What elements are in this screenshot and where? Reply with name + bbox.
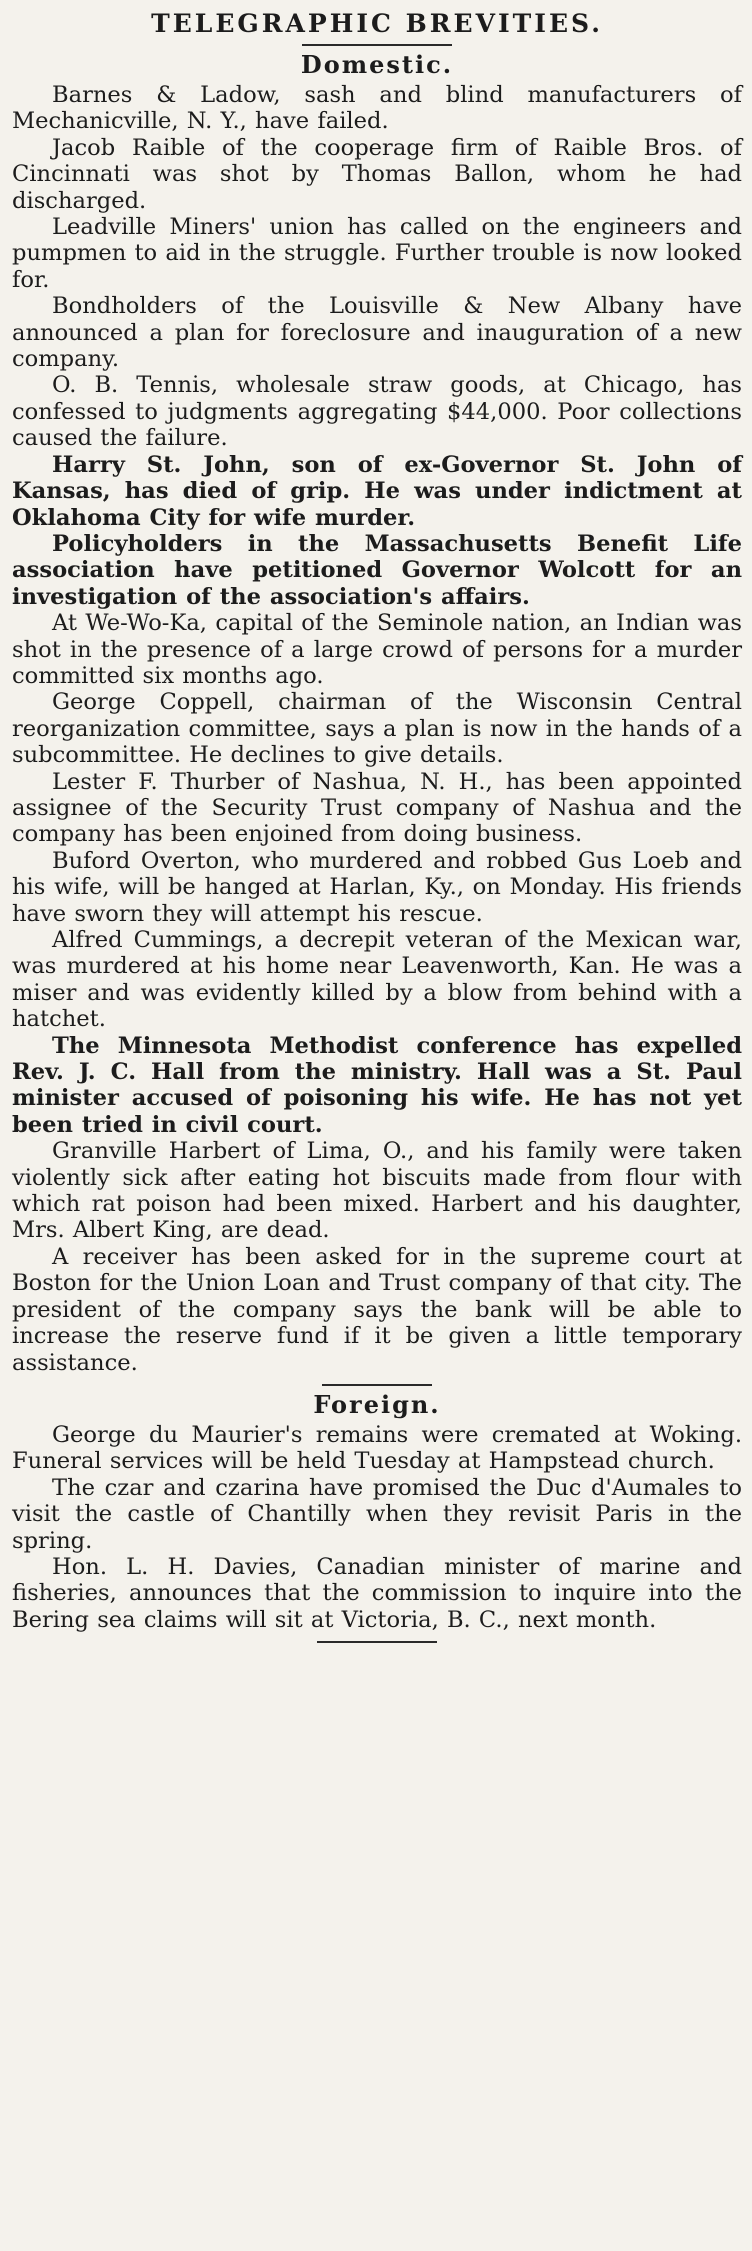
news-item: The czar and czarina have promised the Duc d'Aumales to visit the castle of Chantilly when they revisit Paris in the spring. — [12, 1474, 742, 1554]
news-item: Hon. L. H. Davies, Canadian minister of marine and fisheries, announces that the commission to inquire into the Bering sea claims will sit at Victoria, B. C., next month. — [12, 1553, 742, 1633]
news-item: The Minnesota Methodist conference has expelled Rev. J. C. Hall from the ministry. Hall was a St. Paul minister accused of poisoning his wife. He has not yet been tried in civil court. — [12, 1032, 742, 1138]
news-item: George Coppell, chairman of the Wisconsin Central reorganization committee, says a plan is now in the hands of a subcommittee. He declines to give details. — [12, 689, 742, 769]
news-item: Leadville Miners' union has called on the engineers and pumpmen to aid in the struggle. Further trouble is now looked for. — [12, 214, 742, 293]
news-item: Barnes & Ladow, sash and blind manufacturers of Mechanicville, N. Y., have failed. — [12, 82, 742, 135]
section-rule — [322, 1384, 432, 1386]
news-item: Policyholders in the Massachusetts Benefit Life association have petitioned Governor Wolcott for an investigation of the association's affairs. — [12, 530, 742, 610]
news-item: O. B. Tennis, wholesale straw goods, at Chicago, has confessed to judgments aggregating $44,000. Poor collections caused the failure. — [12, 372, 742, 452]
section-heading-foreign: Foreign. — [313, 1389, 441, 1419]
news-item: Jacob Raible of the cooperage firm of Raible Bros. of Cincinnati was shot by Thomas Ballon, whom he had discharged. — [12, 134, 742, 214]
news-item: At We-Wo-Ka, capital of the Seminole nation, an Indian was shot in the presence of a large crowd of persons for a murder committed six months ago. — [12, 610, 742, 689]
section-domestic — [12, 48, 742, 1376]
news-item: Granville Harbert of Lima, O., and his family were taken violently sick after eating hot biscuits made from flour with which rat poison had been mixed. Harbert and his daughter, Mrs. Albert King, are dead. — [12, 1138, 742, 1244]
news-item: A receiver has been asked for in the supreme court at Boston for the Union Loan and Trust company of that city. The president of the company says the bank will be able to increase the reserve fund if it be given a little temporary assistance. — [12, 1243, 742, 1376]
masthead: TELEGRAPHIC BREVITIES. — [151, 9, 603, 38]
news-item: Lester F. Thurber of Nashua, N. H., has been appointed assignee of the Security Trust company of Nashua and the company has been enjoined from doing business. — [12, 768, 742, 848]
foreign-items — [12, 1422, 742, 1633]
news-item: Buford Overton, who murdered and robbed Gus Loeb and his wife, will be hanged at Harlan, Ky., on Monday. His friends have sworn they will attempt his rescue. — [12, 847, 742, 927]
news-item: Bondholders of the Louisville & New Albany have announced a plan for foreclosure and inauguration of a new company. — [12, 293, 742, 373]
news-item: George du Maurier's remains were cremated at Woking. Funeral services will be held Tuesday at Hampstead church. — [12, 1421, 742, 1475]
domestic-items — [12, 82, 742, 1376]
section-heading-domestic: Domestic. — [300, 50, 454, 79]
end-rule — [317, 1641, 437, 1643]
news-item: Harry St. John, son of ex-Governor St. John of Kansas, has died of grip. He was under indictment at Oklahoma City for wife murder. — [12, 451, 742, 531]
news-item: Alfred Cummings, a decrepit veteran of the Mexican war, was murdered at his home near Leavenworth, Kan. He was a miser and was evidently killed by a blow from behind with a hatchet. — [12, 927, 742, 1033]
section-foreign — [12, 1388, 742, 1633]
masthead-rule — [302, 44, 452, 46]
